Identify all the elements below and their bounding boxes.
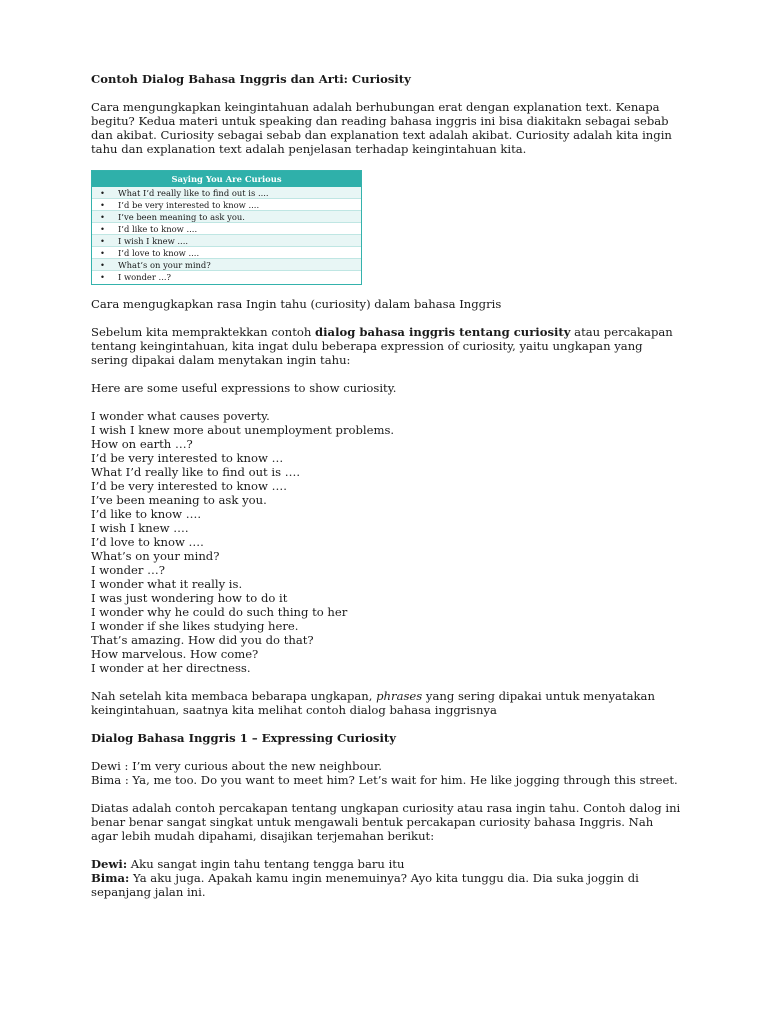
expression-line: I was just wondering how to do it: [91, 591, 288, 605]
expression-line: I’d love to know ….: [91, 535, 204, 549]
expression-line: What’s on your mind?: [91, 549, 220, 563]
bullet-icon: •: [100, 236, 105, 246]
translation-text: Ya aku juga. Apakah kamu ingin menemuinya? Ayo kita tunggu dia. Dia suka joggin di sepanjang jalan ini.: [91, 871, 639, 899]
useful-expressions-intro: Here are some useful expressions to show curiosity.: [91, 381, 397, 395]
expression-line: I wonder what causes poverty.: [91, 409, 270, 423]
figure-item-text: I’d be very interested to know ....: [118, 200, 260, 210]
paragraph-before-expressions: [91, 325, 681, 367]
figure-item-text: I’d like to know ....: [118, 224, 198, 234]
figure-item: [92, 199, 361, 211]
speaker-label: Bima:: [91, 871, 130, 885]
expression-line: I’ve been meaning to ask you.: [91, 493, 267, 507]
paragraph-phrases: [91, 689, 681, 717]
figure-item: [92, 211, 361, 223]
figure-item: [92, 259, 361, 271]
expressions-list: [91, 409, 681, 675]
translation-text: Aku sangat ingin tahu tentang tengga baru itu: [127, 857, 405, 871]
translation-line: [91, 871, 681, 899]
paragraph-explanation: Diatas adalah contoh percakapan tentang ungkapan curiosity atau rasa ingin tahu. Contoh dalog ini benar benar sangat singkat untuk mengawali bentuk percakapan curiosity bahasa Inggris. Nah agar lebih mudah dipahami, disajikan terjemahan berikut:: [91, 801, 681, 843]
figure-item: [92, 271, 361, 283]
para3-text: yang sering dipakai untuk menyatakan keingintahuan, saatnya kita melihat contoh dialog bahasa inggrisnya: [91, 689, 655, 717]
translation-line: [91, 857, 681, 871]
bullet-icon: •: [100, 188, 105, 198]
figure-item-text: I’d love to know ....: [118, 248, 200, 258]
expression-line: I’d be very interested to know ….: [91, 479, 287, 493]
figure-item-text: I wish I knew ....: [118, 236, 189, 246]
italic-keyword: phrases: [376, 689, 423, 703]
expression-line: I wish I knew more about unemployment problems.: [91, 423, 395, 437]
figure-item: [92, 235, 361, 247]
expression-line: I wonder at her directness.: [91, 661, 251, 675]
bullet-icon: •: [100, 200, 105, 210]
bullet-icon: •: [100, 212, 105, 222]
para3-text: Nah setelah kita membaca bebarapa ungkapan,: [91, 689, 377, 703]
expression-line: I’d be very interested to know …: [91, 451, 284, 465]
expression-line: I wonder what it really is.: [91, 577, 243, 591]
bullet-icon: •: [100, 248, 105, 258]
figure-item-text: What I’d really like to find out is ....: [118, 188, 269, 198]
speaker-label: Dewi:: [91, 857, 128, 871]
expression-line: I wish I knew ….: [91, 521, 189, 535]
page-title: Contoh Dialog Bahasa Inggris dan Arti: Curiosity: [91, 72, 411, 86]
expression-line: How on earth …?: [91, 437, 193, 451]
expression-line: What I’d really like to find out is ….: [91, 465, 301, 479]
figure-header: Saying You Are Curious: [92, 171, 361, 187]
expression-line: How marvelous. How come?: [91, 647, 259, 661]
expression-line: That’s amazing. How did you do that?: [91, 633, 314, 647]
expression-line: I wonder why he could do such thing to her: [91, 605, 348, 619]
figure-item-text: I’ve been meaning to ask you.: [118, 212, 245, 222]
figure-item: [92, 247, 361, 259]
expression-line: I’d like to know ….: [91, 507, 202, 521]
figure-caption: Cara mengugkapkan rasa Ingin tahu (curiosity) dalam bahasa Inggris: [91, 297, 502, 311]
figure-item-text: I wonder ...?: [118, 272, 172, 282]
figure-item: [92, 223, 361, 235]
para2-text: Sebelum kita mempraktekkan contoh: [91, 325, 316, 339]
dialog-line: Bima : Ya, me too. Do you want to meet him? Let’s wait for him. He like jogging through this street.: [91, 773, 678, 787]
bullet-icon: •: [100, 272, 105, 282]
document-page: [91, 72, 681, 899]
figure-item: [92, 187, 361, 199]
expression-line: I wonder if she likes studying here.: [91, 619, 299, 633]
bold-keyword: dialog bahasa inggris tentang curiosity: [315, 325, 571, 339]
dialog-title: Dialog Bahasa Inggris 1 – Expressing Curiosity: [91, 731, 396, 745]
bullet-icon: •: [100, 260, 105, 270]
expression-line: I wonder …?: [91, 563, 165, 577]
bullet-icon: •: [100, 224, 105, 234]
figure-list: [92, 187, 361, 283]
figure-item-text: What’s on your mind?: [118, 260, 211, 270]
dialog-line: Dewi : I’m very curious about the new neighbour.: [91, 759, 382, 773]
para2-text: atau percakapan tentang keingintahuan, kita ingat dulu beberapa expression of curiosity, yaitu ungkapan yang sering dipakai dalam menytakan ingin tahu:: [91, 325, 673, 367]
intro-paragraph: Cara mengungkapkan keingintahuan adalah berhubungan erat dengan explanation text. Kenapa begitu? Kedua materi untuk speaking dan reading bahasa inggris ini bisa diakitakn sebagai sebab dan akibat. Curiosity sebagai sebab dan explanation text adalah akibat. Curiosity adalah kita ingin tahu dan explanation text adalah penjelasan terhadap keingintahuan kita.: [91, 100, 672, 156]
curiosity-expressions-figure: [91, 170, 362, 285]
